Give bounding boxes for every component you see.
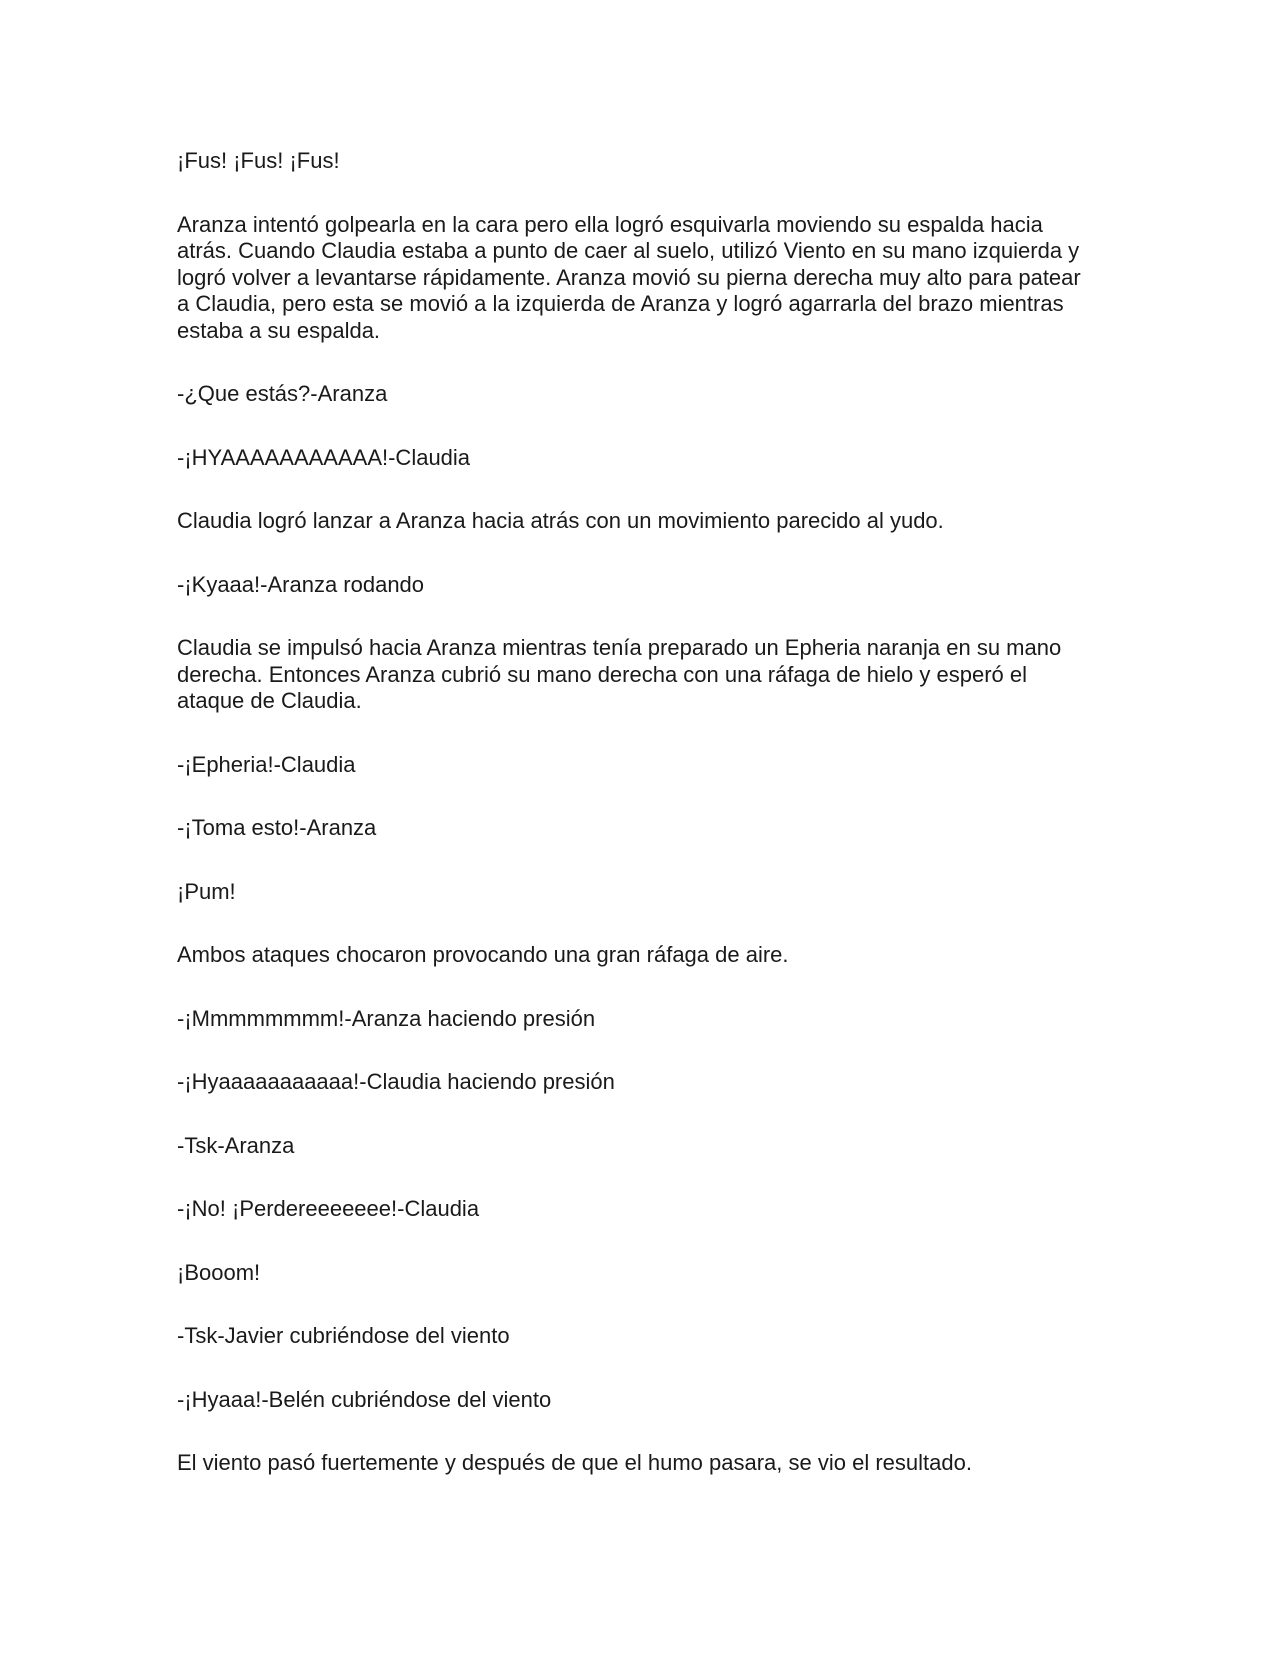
paragraph: -¿Que estás?-Aranza <box>177 381 388 406</box>
paragraph: -¡Toma esto!-Aranza <box>177 815 377 840</box>
paragraph: -¡Hyaaaaaaaaaaa!-Claudia haciendo presión <box>177 1069 615 1094</box>
paragraph: Claudia logró lanzar a Aranza hacia atrás con un movimiento parecido al yudo. <box>177 508 944 533</box>
paragraph: -Tsk-Javier cubriéndose del viento <box>177 1323 510 1348</box>
paragraph: ¡Pum! <box>177 878 236 904</box>
paragraph: -¡HYAAAAAAAAAAA!-Claudia <box>177 444 471 470</box>
paragraph: -¡No! ¡Perdereeeeeee!-Claudia <box>177 1196 480 1221</box>
paragraph: El viento pasó fuertemente y después de que el humo pasara, se vio el resultado. <box>177 1450 972 1475</box>
paragraph: -¡Epheria!-Claudia <box>177 751 356 777</box>
paragraph: Ambos ataques chocaron provocando una gran ráfaga de aire. <box>177 942 789 967</box>
paragraph: ¡Fus! ¡Fus! ¡Fus! <box>177 148 340 173</box>
paragraph: ¡Booom! <box>177 1259 261 1285</box>
paragraph: -¡Hyaaa!-Belén cubriéndose del viento <box>177 1386 552 1412</box>
paragraph: Aranza intentó golpearla en la cara pero ella logró esquivarla moviendo su espalda hacia atrás. Cuando Claudia estaba a punto de caer al suelo, utilizó Viento en su mano izquierda y logró volver a levantarse rápidamente. Aranza movió su pierna derecha muy alto para patear a Claudia, pero esta se movió a la izquierda de Aranza y logró agarrarla del brazo mientras estaba a su espalda. <box>177 211 1081 343</box>
paragraph: Claudia se impulsó hacia Aranza mientras tenía preparado un Epheria naranja en su mano derecha. Entonces Aranza cubrió su mano derecha con una ráfaga de hielo y esperó el ataque de Claudia. <box>177 635 1062 713</box>
paragraph: -¡Kyaaa!-Aranza rodando <box>177 571 425 597</box>
paragraph: -Tsk-Aranza <box>177 1132 295 1158</box>
paragraph: -¡Mmmmmmmm!-Aranza haciendo presión <box>177 1005 596 1031</box>
document-page <box>177 148 1097 1514</box>
